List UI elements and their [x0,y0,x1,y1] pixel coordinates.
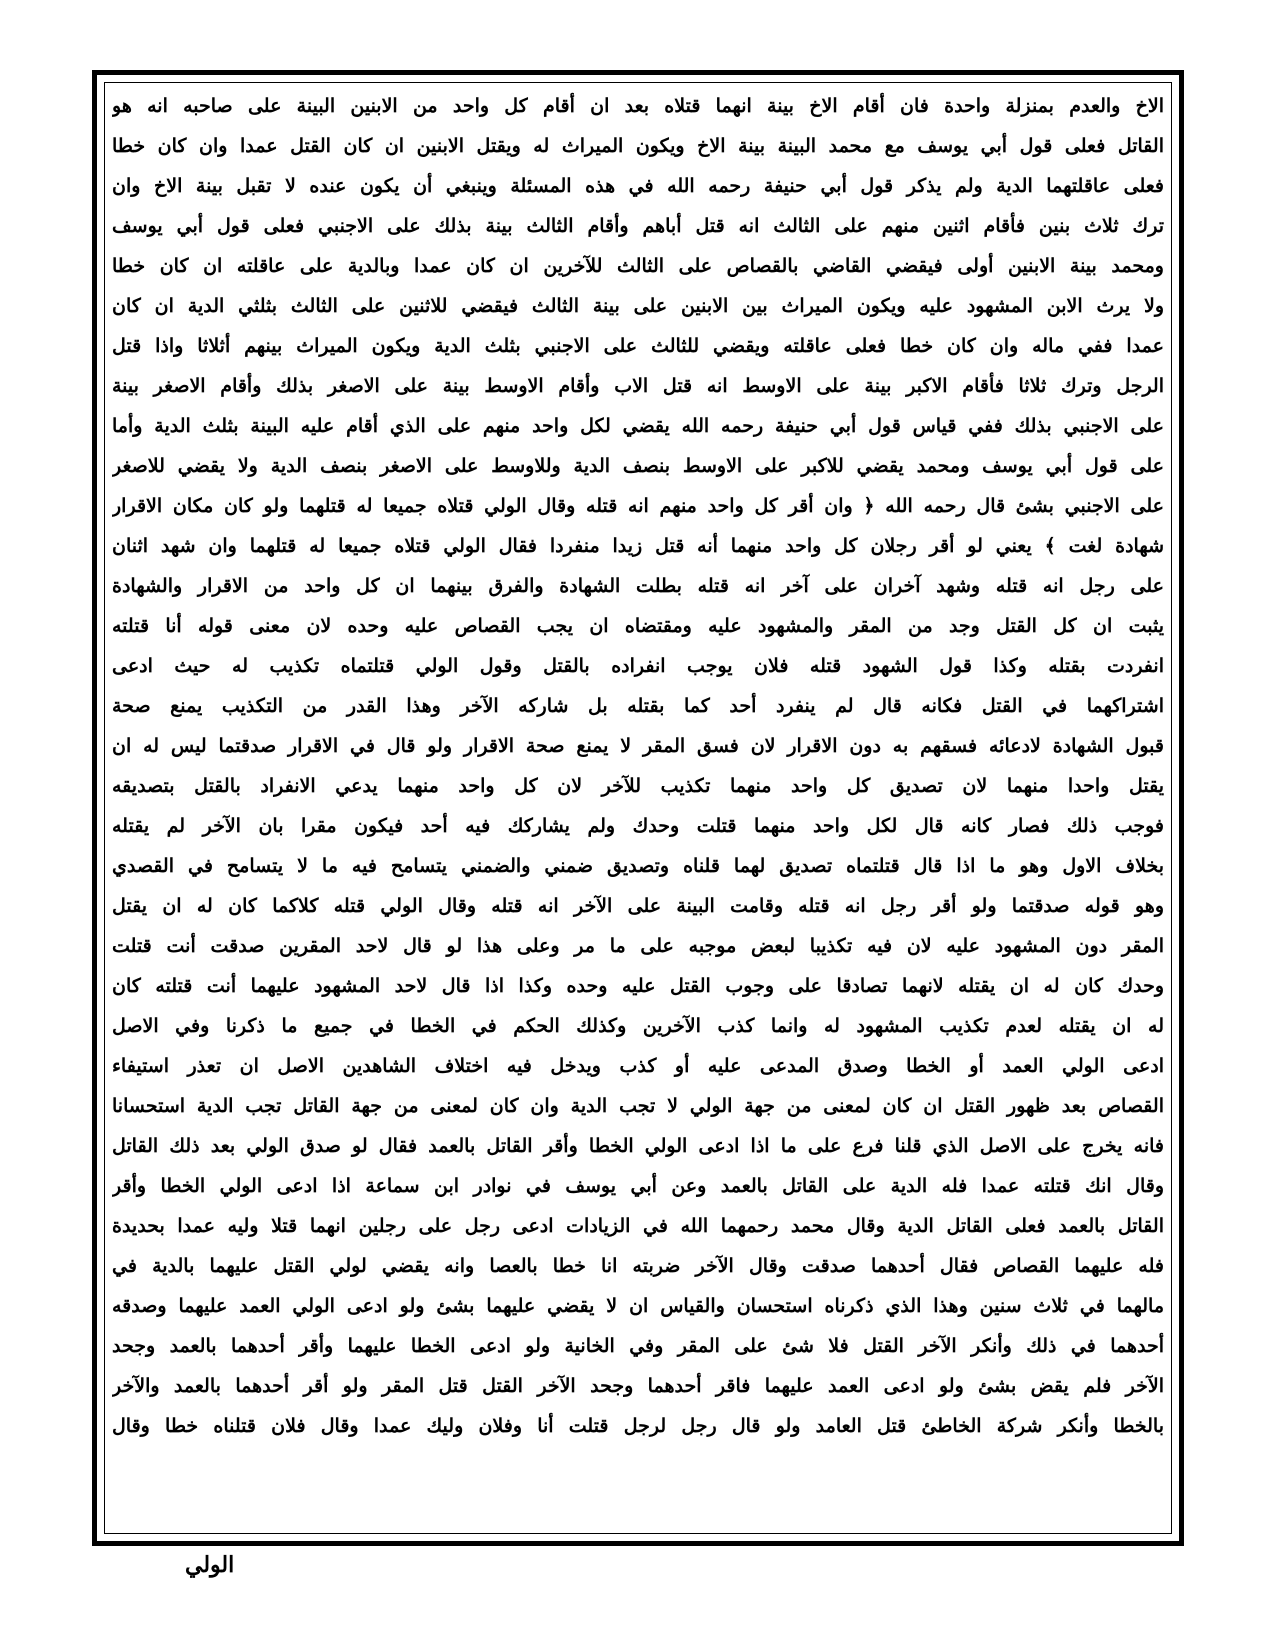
text-line: ومحمد بينة الابنين أولى فيقضي القاضي بالقصاص على الثالث للآخرين ان كان عمدا وبالدية على عاقلته ان كان خطا [112,255,1164,277]
text-line: عمدا ففي ماله وان كان خطا فعلى عاقلته ويقضي للثالث على الاجنبي بثلث الدية ويكون الميراث بينهم أثلاثا واذا قتل [112,335,1164,357]
text-line: ولا يرث الابن المشهود عليه ويكون الميراث بين الابنين على بينة الثالث فيقضي للاثنين على الثالث بثلثي الدية ان كان [112,295,1164,317]
text-line: بخلاف الاول وهو ما اذا قال قتلتماه تصديق لهما قلناه وتصديق ضمني والضمني يتسامح فيه ما لا يتسامح في القصدي [112,855,1164,877]
text-line: القاتل بالعمد فعلى القاتل الدية وقال محمد رحمهما الله في الزيادات ادعى رجل على رجلين انهما قتلا وليه عمدا بحديدة [112,1215,1164,1237]
text-line: الاخ والعدم بمنزلة واحدة فان أقام الاخ بينة انهما قتلاه بعد ان أقام كل واحد من الابنين البينة على صاحبه انه هو [112,95,1164,117]
text-line: له ان يقتله لعدم تكذيب المشهود له وانما كذب الآخرين وكذلك الحكم في الخطا في جميع ما ذكرنا وفي الاصل [112,1015,1164,1037]
text-line: على الاجنبي بذلك ففي قياس قول أبي حنيفة رحمه الله يقضي لكل واحد منهم على الذي أقام عليه البينة بثلث الدية وأما [112,415,1164,437]
text-line: قبول الشهادة لادعائه فسقهم به دون الاقرار لان فسق المقر لا يمنع صحة الاقرار ولو قال في الاقرار صدقتما ليس له ان [112,735,1164,757]
text-line: مالهما في ثلاث سنين وهذا الذي ذكرناه استحسان والقياس ان لا يقضي عليهما بشئ ولو ادعى الولي العمد عليهما وصدقه [112,1295,1164,1317]
text-line [112,1486,1164,1526]
text-line: انفردت بقتله وكذا قول الشهود قتله فلان يوجب انفراده بالقتل وقول الولي قتلتماه تكذيب له حيث ادعى [112,655,1164,677]
main-text-block [112,86,1164,1526]
text-line: فعلى عاقلتهما الدية ولم يذكر قول أبي حنيفة رحمه الله في هذه المسئلة وينبغي أن يكون عنده لا تقبل بينة الاخ وان [112,175,1164,197]
text-line: يقتل واحدا منهما لان تصديق كل واحد منهما تكذيب للآخر لان كل واحد منهما يدعي الانفراد بالقتل بتصديقه [112,775,1164,797]
text-line: وحدك كان له ان يقتله لانهما تصادقا على وجوب القتل عليه وحده وكذا اذا قال لاحد المشهود عليهما أنت قتلته كان [112,975,1164,997]
text-line: بالخطا وأنكر شركة الخاطئ قتل العامد ولو قال رجل لرجل قتلت أنا وفلان وليك عمدا وقال فلان قتلناه خطا وقال [112,1415,1164,1437]
text-line: شهادة لغت ﴾ يعني لو أقر رجلان كل واحد منهما أنه قتل زيدا منفردا فقال الولي قتلاه جميعا له قتلهما وان شهد اثنان [112,535,1164,557]
text-line: المقر دون المشهود عليه لان فيه تكذيبا لبعض موجبه على ما مر وعلى هذا لو قال لاحد المقرين صدقت أنت قتلت [112,935,1164,957]
text-line: الرجل وترك ثلاثا فأقام الاكبر بينة على الاوسط انه قتل الاب وأقام الاوسط بينة على الاصغر بذلك وأقام الاصغر بينة [112,375,1164,397]
text-line: فوجب ذلك فصار كانه قال لكل واحد منهما قتلت وحدك ولم يشاركك فيه أحد فيكون مقرا بان الآخر لم يقتله [112,815,1164,837]
text-line: فانه يخرج على الاصل الذي قلنا فرع على ما اذا ادعى الولي الخطا وأقر القاتل بالعمد فقال لو صدق الولي بعد ذلك القاتل [112,1135,1164,1157]
text-line: اشتراكهما في القتل فكانه قال لم ينفرد أحد كما بقتله بل شاركه الآخر وهذا القدر من التكذيب يمنع صحة [112,695,1164,717]
text-line: القصاص بعد ظهور القتل ان كان لمعنى من جهة الولي لا تجب الدية وان كان لمعنى من جهة القاتل تجب الدية استحسانا [112,1095,1164,1117]
text-line: ترك ثلاث بنين فأقام اثنين منهم على الثالث انه قتل أباهم وأقام الثالث بينة بذلك على الاجنبي فعلى قول أبي يوسف [112,215,1164,237]
text-line: على الاجنبي بشئ قال رحمه الله ﴿ وان أقر كل واحد منهم انه قتله وقال الولي قتلاه جميعا له قتلهما ولو كان مكان الاقرار [112,495,1164,517]
text-line: على قول أبي يوسف ومحمد يقضي للاكبر على الاوسط بنصف الدية وللاوسط على الاصغر بنصف الدية ولا يقضي للاصغر [112,455,1164,477]
text-line: أحدهما في ذلك وأنكر الآخر القتل فلا شئ على المقر وفي الخانية ولو ادعى الخطا عليهما وأقر أحدهما بالعمد وجحد [112,1335,1164,1357]
text-line: القاتل فعلى قول أبي يوسف مع محمد البينة بينة الاخ ويكون الميراث له ويقتل الابنين ان كان القتل عمدا وان كان خطا [112,135,1164,157]
text-line [112,1446,1164,1486]
text-line: يثبت ان كل القتل وجد من المقر والمشهود عليه ومقتضاه ان يجب القصاص عليه وحده لان معنى قوله أنا قتلته [112,615,1164,637]
text-line: ادعى الولي العمد أو الخطا وصدق المدعى عليه أو كذب ويدخل فيه اختلاف الشاهدين الاصل ان تعذر استيفاء [112,1055,1164,1077]
text-line: وهو قوله صدقتما ولو أقر رجل انه قتله وقامت البينة على الآخر انه قتله وقال الولي قتله كلاكما كان له ان يقتل [112,895,1164,917]
catchword: الولي [185,1552,235,1578]
text-line: الآخر فلم يقض بشئ ولو ادعى العمد عليهما فاقر أحدهما وجحد الآخر القتل قتل المقر ولو أقر أحدهما بالعمد والآخر [112,1375,1164,1397]
text-line: على رجل انه قتله وشهد آخران على آخر انه قتله بطلت الشهادة والفرق بينهما ان كل واحد من الاقرار والشهادة [112,575,1164,597]
text-line: وقال انك قتلته عمدا فله الدية على القاتل بالعمد وعن أبي يوسف في نوادر ابن سماعة اذا ادعى الولي الخطا وأقر [112,1175,1164,1197]
text-line: فله عليهما القصاص فقال أحدهما صدقت وقال الآخر ضربته انا خطا بالعصا وانه يقضي لولي القتل عليهما بالدية في [112,1255,1164,1277]
